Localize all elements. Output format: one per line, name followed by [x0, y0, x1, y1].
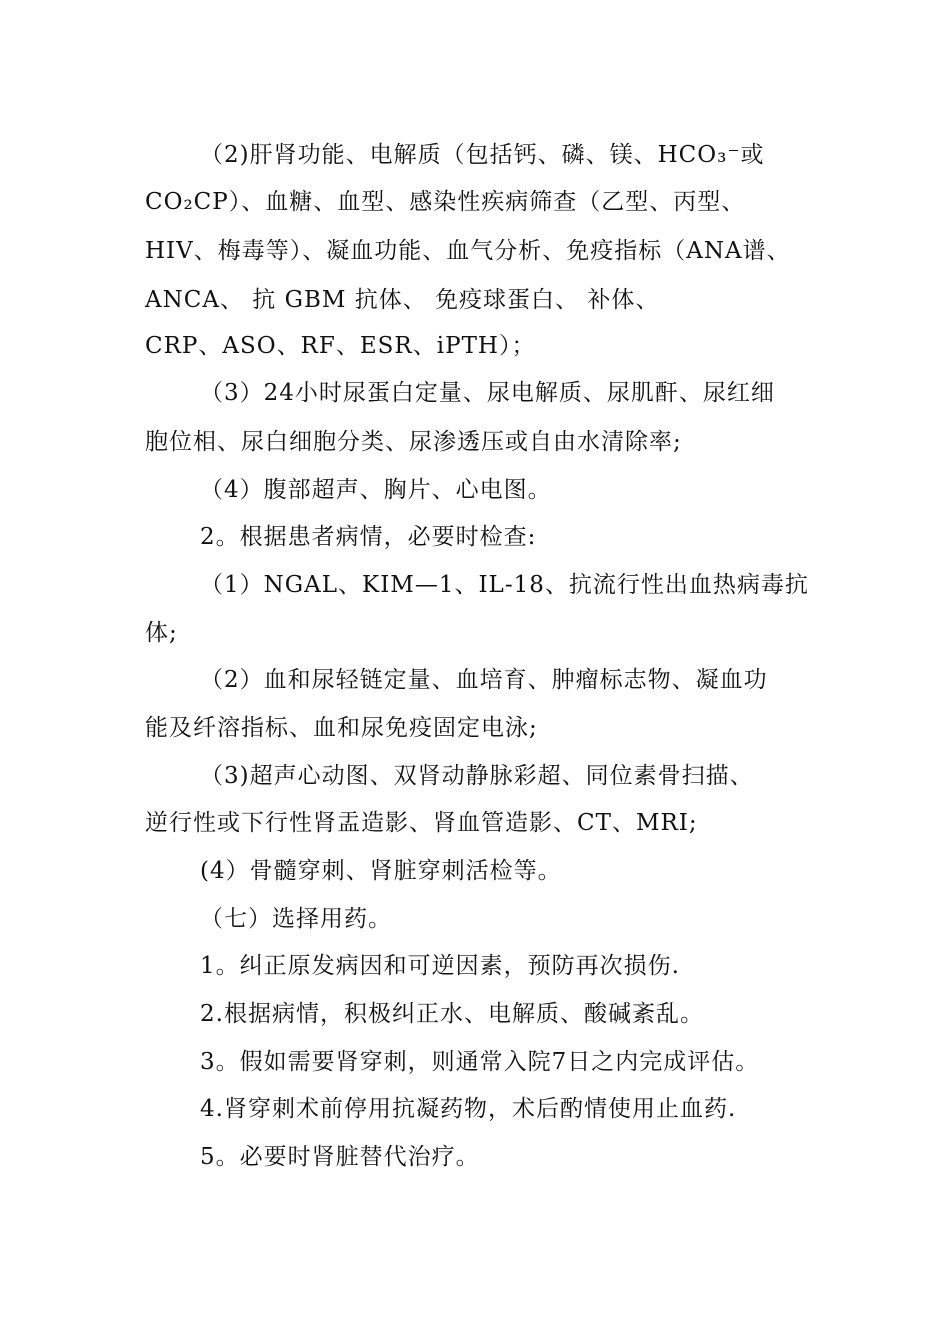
- text-line: 2.根据病情，积极纠正水、电解质、酸碱紊乱。: [200, 1001, 704, 1027]
- text-line: (4）骨髓穿刺、肾脏穿刺活检等。: [200, 858, 562, 884]
- text-line: CRP、ASO、RF、ESR、iPTH）；: [145, 333, 536, 359]
- text-line: 2。根据患者病情，必要时检查:: [200, 524, 537, 550]
- text-line: （七）选择用药。: [200, 906, 392, 932]
- text-line: 体;: [145, 620, 178, 646]
- text-line: CO₂CP）、血糖、血型、感染性疾病筛查（乙型、丙型、: [145, 189, 746, 215]
- text-line: 逆行性或下行性肾盂造影、肾血管造影、CT、MRI;: [145, 810, 698, 836]
- text-line: 能及纤溶指标、血和尿免疫固定电泳;: [145, 715, 538, 741]
- text-line: HIV、梅毒等）、凝血功能、血气分析、免疫指标（ANA谱、: [145, 238, 791, 264]
- text-line: （2）血和尿轻链定量、血培育、肿瘤标志物、凝血功: [200, 667, 768, 693]
- text-line: 5。必要时肾脏替代治疗。: [200, 1144, 480, 1170]
- text-line: 胞位相、尿白细胞分类、尿渗透压或自由水清除率;: [145, 429, 682, 455]
- text-line: 1。纠正原发病因和可逆因素，预防再次损伤.: [200, 953, 680, 979]
- text-line: 3。假如需要肾穿刺，则通常入院7日之内完成评估。: [200, 1049, 760, 1075]
- text-line: （3）24小时尿蛋白定量、尿电解质、尿肌酐、尿红细: [200, 380, 775, 406]
- text-line: （2)肝肾功能、电解质（包括钙、磷、镁、HCO₃⁻或: [200, 142, 765, 168]
- text-line: （1）NGAL、KIM—1、IL-18、抗流行性出血热病毒抗: [200, 572, 809, 598]
- text-line: （4）腹部超声、胸片、心电图。: [200, 477, 552, 503]
- text-line: 4.肾穿刺术前停用抗凝药物，术后酌情使用止血药.: [200, 1096, 737, 1122]
- text-line: （3)超声心动图、双肾动静脉彩超、同位素骨扫描、: [200, 763, 754, 789]
- text-line: ANCA、 抗 GBM 抗体、 免疫球蛋白、 补体、: [145, 287, 660, 313]
